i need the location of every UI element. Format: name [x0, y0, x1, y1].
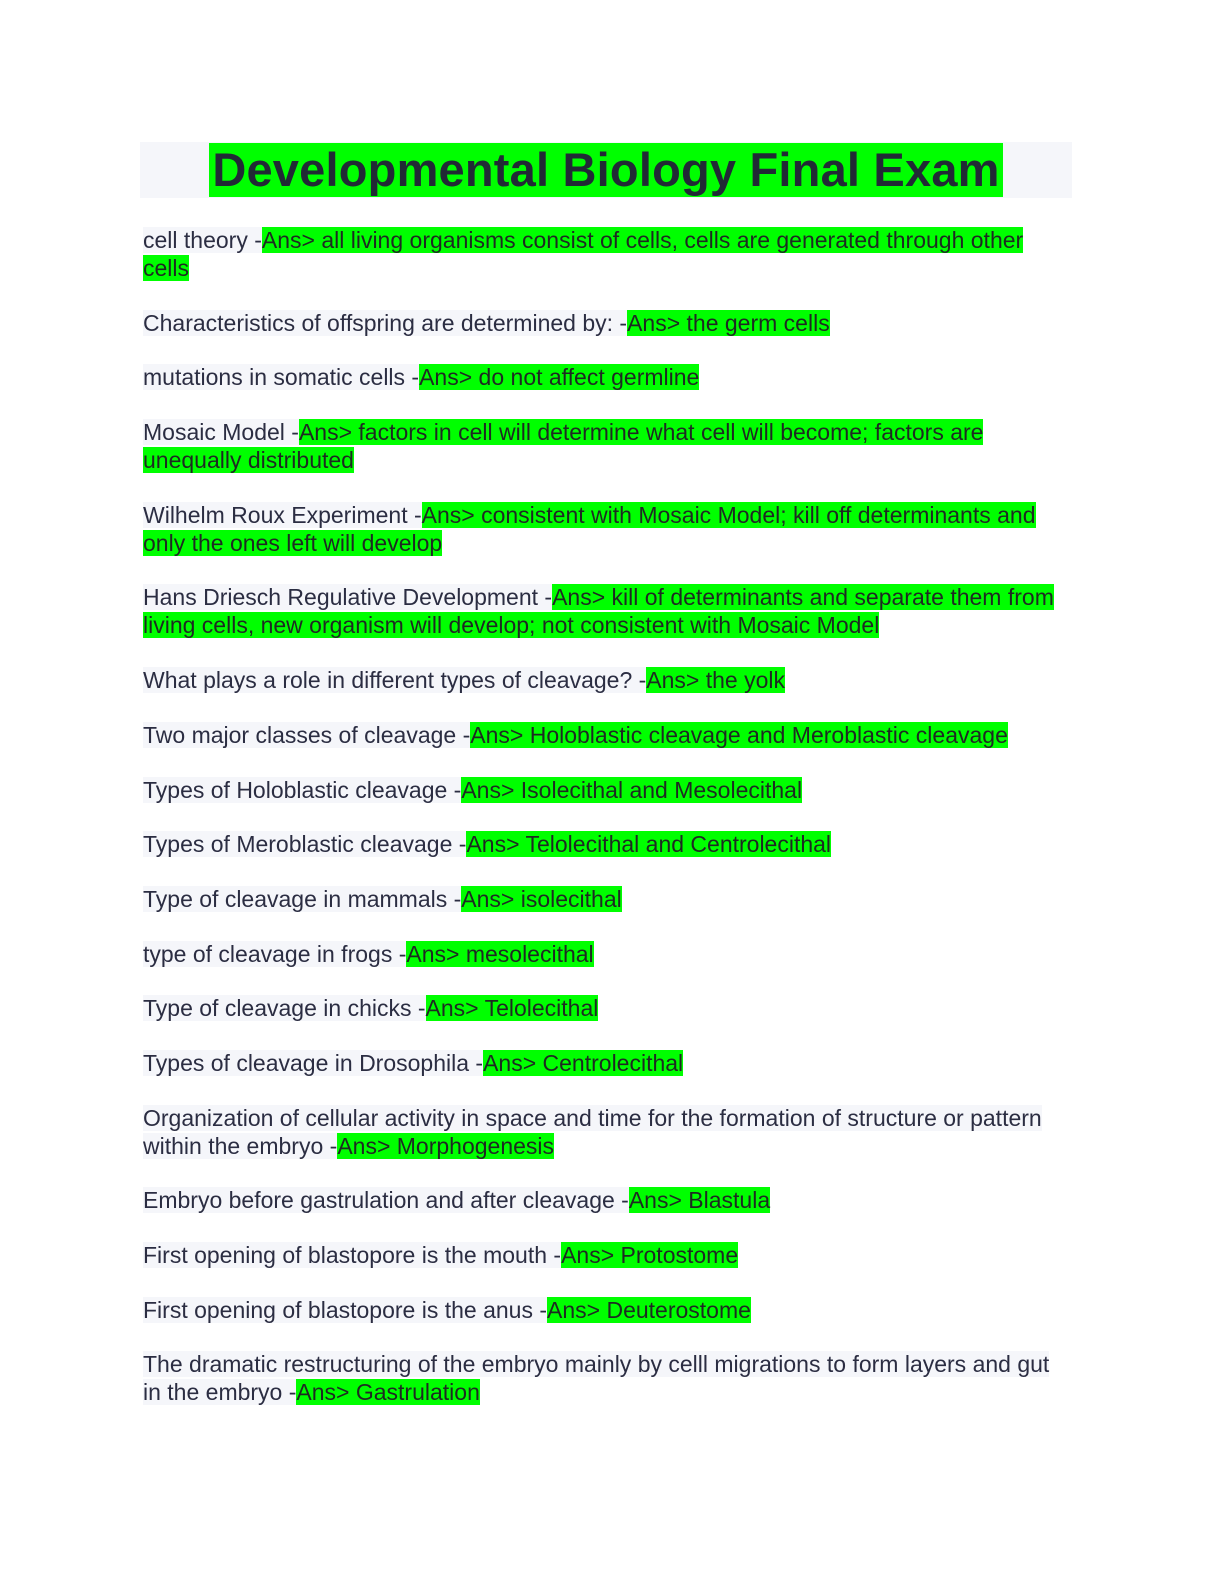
qa-item [140, 1241, 1072, 1269]
answer-text: Ans> Protostome [561, 1242, 739, 1268]
qa-item [140, 994, 1072, 1022]
exam-page [140, 142, 1072, 1433]
answer-text: Ans> the yolk [646, 667, 786, 694]
qa-item [140, 583, 1072, 639]
answer-text: Ans> Morphogenesis [337, 1132, 555, 1159]
answer-text: Ans> isolecithal [461, 885, 622, 912]
qa-list [140, 226, 1072, 1406]
qa-item [140, 501, 1072, 557]
title-band [140, 142, 1072, 198]
answer-text: Ans> Deuterostome [547, 1296, 751, 1323]
answer-text: Ans> Isolecithal and Mesolecithal [461, 776, 803, 803]
answer-text: Ans> do not affect germline [419, 364, 700, 391]
answer-text: Ans> consistent with Mosaic Model; kill off determinants and only the ones left will develop [143, 501, 1036, 556]
answer-text: Ans> Telolecithal [425, 995, 599, 1022]
question-text: Two major classes of cleavage - [143, 721, 471, 748]
answer-text: Ans> factors in cell will determine what cell will become; factors are unequally distributed [143, 419, 984, 474]
qa-item [140, 830, 1072, 858]
question-text: Characteristics of offspring are determined by: - [143, 309, 628, 336]
question-text: Types of Meroblastic cleavage - [143, 831, 467, 858]
question-text: Type of cleavage in mammals - [143, 885, 462, 912]
qa-item [140, 226, 1072, 282]
question-text: First opening of blastopore is the mouth - [143, 1242, 562, 1268]
question-text: Types of cleavage in Drosophila - [143, 1049, 484, 1076]
answer-text: Ans> all living organisms consist of cells, cells are generated through other cells [143, 227, 1024, 281]
qa-item [140, 666, 1072, 694]
qa-item [140, 1350, 1072, 1406]
question-text: What plays a role in different types of cleavage? - [143, 667, 647, 694]
question-text: cell theory - [143, 227, 262, 253]
answer-text: Ans> Telolecithal and Centrolecithal [466, 831, 832, 858]
question-text: Type of cleavage in chicks - [143, 995, 426, 1022]
qa-item [140, 885, 1072, 913]
qa-item [140, 309, 1072, 337]
qa-item [140, 940, 1072, 968]
question-text: Wilhelm Roux Experiment - [143, 501, 422, 528]
answer-text: Ans> Holoblastic cleavage and Meroblastic cleavage [470, 721, 1008, 748]
answer-text: Ans> mesolecithal [406, 940, 594, 967]
answer-text: Ans> Gastrulation [296, 1379, 480, 1406]
question-text: type of cleavage in frogs - [143, 940, 407, 967]
qa-item [140, 1186, 1072, 1214]
question-text: The dramatic restructuring of the embryo mainly by celll migrations to form layers and gut in the embryo - [143, 1351, 1050, 1406]
answer-text: Ans> kill of determinants and separate them from living cells, new organism will develop; not consistent with Mosaic Model [143, 584, 1054, 639]
qa-item [140, 1296, 1072, 1324]
question-text: Embryo before gastrulation and after cleavage - [143, 1187, 629, 1214]
question-text: mutations in somatic cells - [143, 364, 420, 391]
qa-item [140, 363, 1072, 391]
question-text: Types of Holoblastic cleavage - [143, 776, 462, 803]
question-text: Organization of cellular activity in space and time for the formation of structure or pattern within the embryo - [143, 1104, 1042, 1159]
answer-text: Ans> Centrolecithal [483, 1049, 684, 1076]
question-text: Mosaic Model - [143, 419, 299, 446]
page-title: Developmental Biology Final Exam [209, 143, 1002, 197]
answer-text: Ans> the germ cells [627, 309, 830, 336]
question-text: Hans Driesch Regulative Development - [143, 584, 553, 611]
answer-text: Ans> Blastula [628, 1187, 771, 1214]
qa-item [140, 776, 1072, 804]
qa-item [140, 721, 1072, 749]
qa-item [140, 1049, 1072, 1077]
qa-item [140, 418, 1072, 474]
qa-item [140, 1104, 1072, 1160]
question-text: First opening of blastopore is the anus - [143, 1296, 548, 1323]
